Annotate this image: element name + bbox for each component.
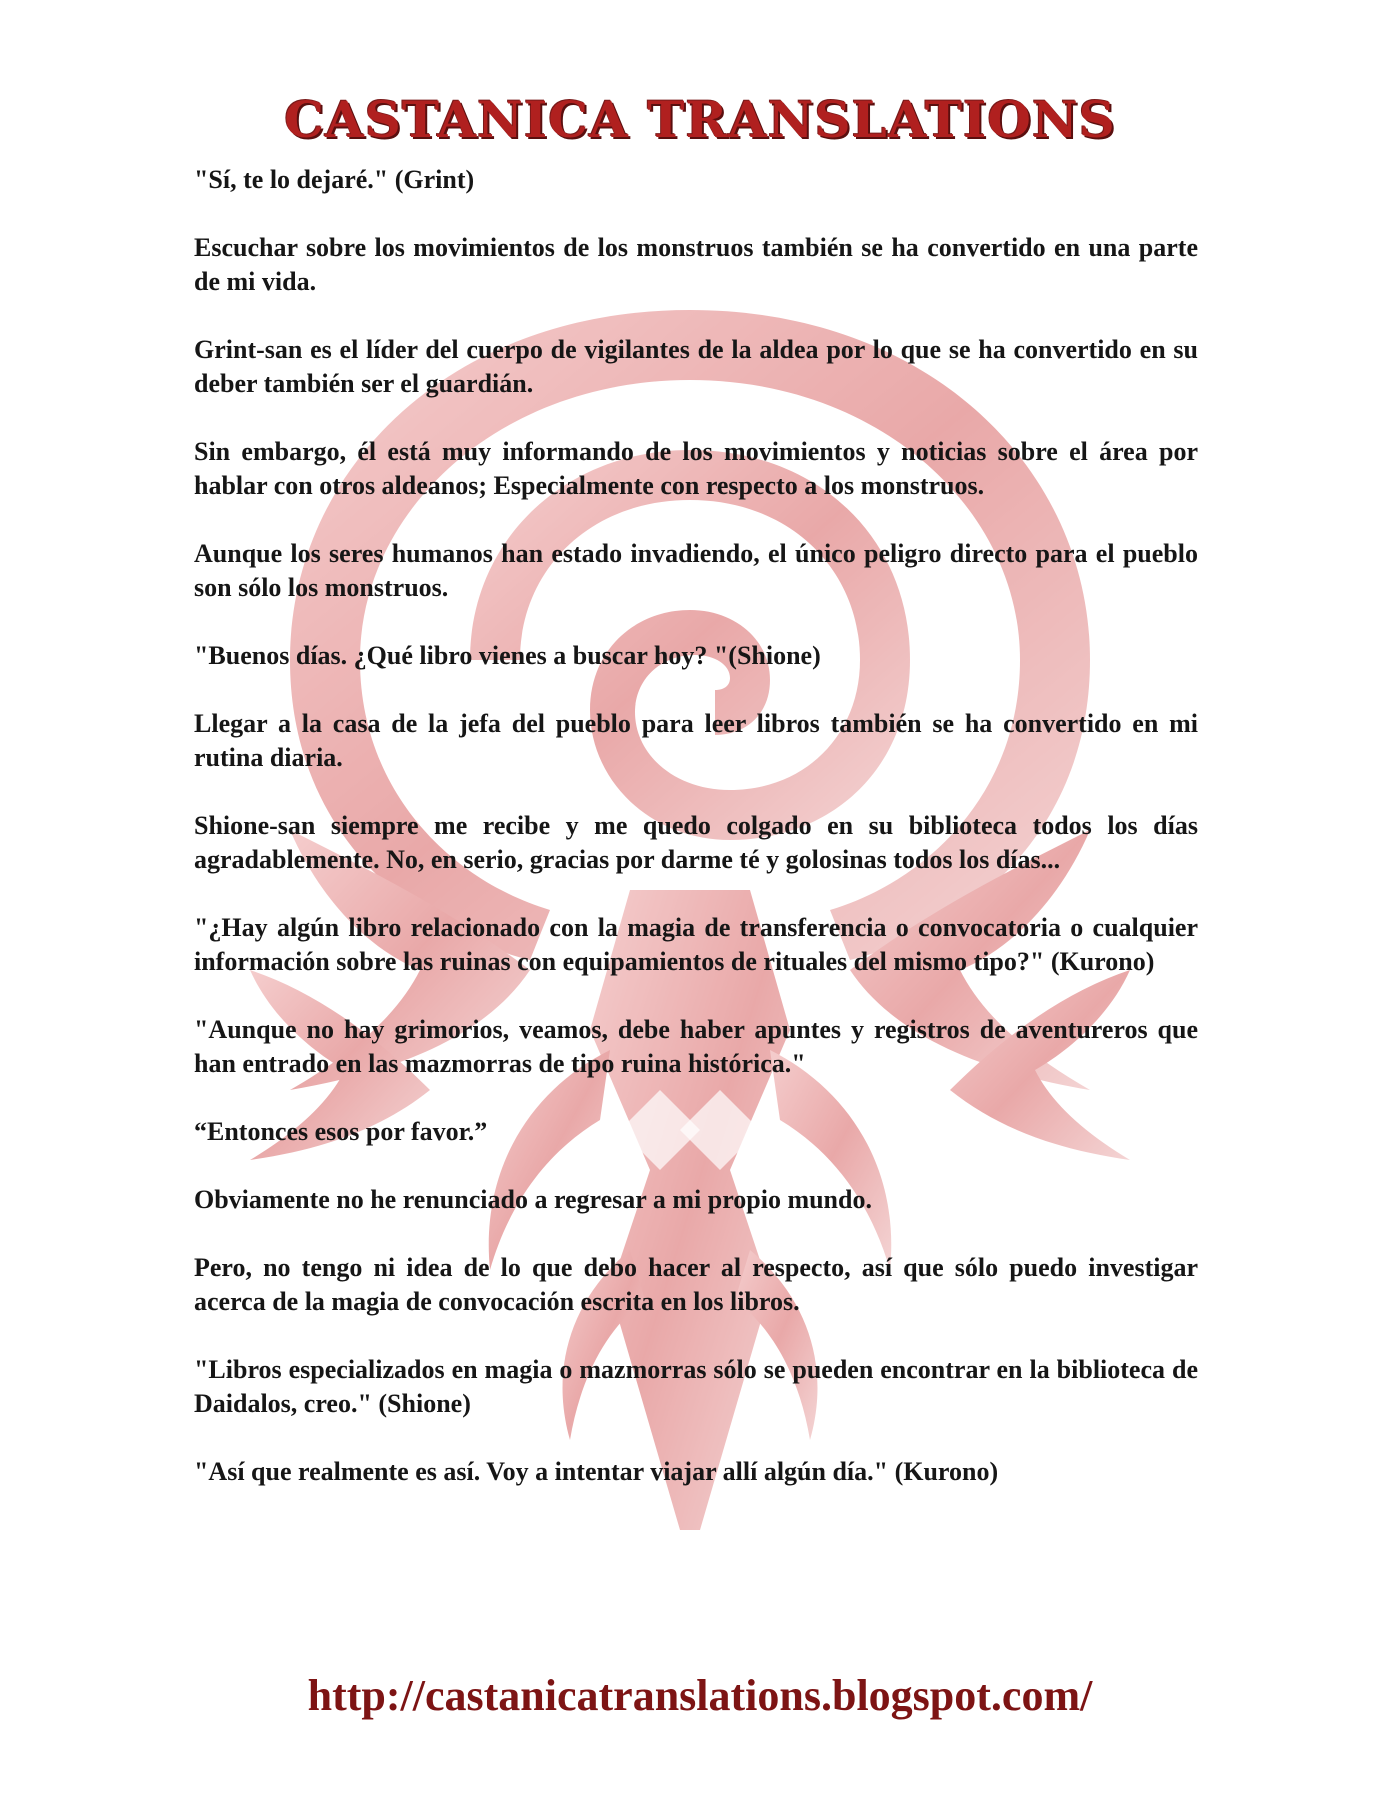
paragraph: “Entonces esos por favor.”	[194, 1117, 488, 1146]
paragraph: Escuchar sobre los movimientos de los monstruos también se ha convertido en una parte de mi vida.	[194, 233, 1198, 296]
paragraph: Obviamente no he renunciado a regresar a mi propio mundo.	[194, 1185, 872, 1214]
paragraph: "Buenos días. ¿Qué libro vienes a buscar hoy? "(Shione)	[194, 641, 821, 670]
paragraph: "Aunque no hay grimorios, veamos, debe haber apuntes y registros de aventureros que han entrado en las mazmorras de tipo ruina histórica."	[194, 1015, 1198, 1078]
paragraph: "Sí, te lo dejaré." (Grint)	[194, 165, 475, 194]
paragraph: Aunque los seres humanos han estado invadiendo, el único peligro directo para el pueblo son sólo los monstruos.	[194, 539, 1198, 602]
document-body	[194, 163, 1198, 1523]
paragraph: Grint-san es el líder del cuerpo de vigilantes de la aldea por lo que se ha convertido en su deber también ser el guardián.	[194, 335, 1198, 398]
paragraph: "Libros especializados en magia o mazmorras sólo se pueden encontrar en la biblioteca de Daidalos, creo." (Shione)	[194, 1355, 1198, 1418]
paragraph: Llegar a la casa de la jefa del pueblo para leer libros también se ha convertido en mi rutina diaria.	[194, 709, 1198, 772]
paragraph: Shione-san siempre me recibe y me quedo colgado en su biblioteca todos los días agradablemente. No, en serio, gracias por darme té y golosinas todos los días...	[194, 811, 1198, 874]
footer-url-link[interactable]: http://castanicatranslations.blogspot.com/	[307, 1671, 1093, 1720]
header-title: CASTANICA TRANSLATIONS	[284, 90, 1116, 149]
paragraph: Pero, no tengo ni idea de lo que debo hacer al respecto, así que sólo puedo investigar acerca de la magia de convocación escrita en los libros.	[194, 1253, 1198, 1316]
paragraph: "¿Hay algún libro relacionado con la magia de transferencia o convocatoria o cualquier información sobre las ruinas con equipamientos de rituales del mismo tipo?" (Kurono)	[194, 913, 1198, 976]
paragraph: Sin embargo, él está muy informando de los movimientos y noticias sobre el área por hablar con otros aldeanos; Especialmente con respecto a los monstruos.	[194, 437, 1198, 500]
paragraph: "Así que realmente es así. Voy a intentar viajar allí algún día." (Kurono)	[194, 1457, 999, 1486]
